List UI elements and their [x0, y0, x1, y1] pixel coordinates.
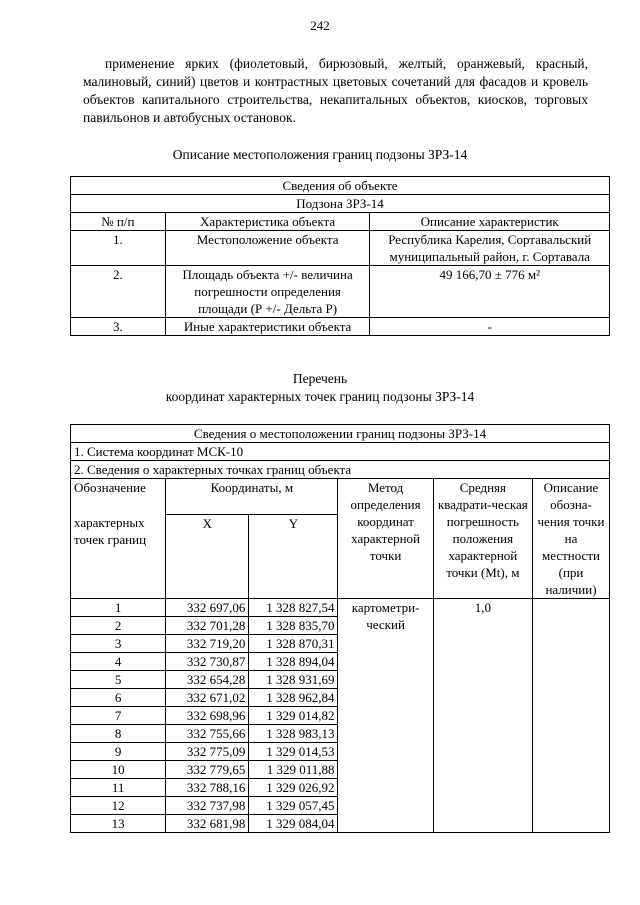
point-number: 3 — [71, 635, 166, 653]
row-num: 2. — [71, 266, 166, 318]
row-desc: 49 166,70 ± 776 м² — [370, 266, 610, 318]
table1-header-desc: Описание характеристик — [370, 213, 610, 231]
point-y: 1 329 011,88 — [249, 761, 338, 779]
point-y: 1 329 014,82 — [249, 707, 338, 725]
point-number: 2 — [71, 617, 166, 635]
header-x: X — [166, 514, 249, 599]
point-number: 7 — [71, 707, 166, 725]
table1-caption: Описание местоположения границ подзоны ЗРЗ-14 — [172, 147, 468, 162]
table-row — [71, 266, 610, 318]
intro-paragraph: применение ярких (фиолетовый, бирюзовый, желтый, оранжевый, красный, малиновый, синий) цветов и контрастных цветовых сочетаний для фасадов и кровель объектов капитального строительства, некапитальных объектов, киосков, торговых павильонов и автобусных остановок. — [83, 56, 588, 125]
point-y: 1 328 835,70 — [249, 617, 338, 635]
point-x: 332 654,28 — [166, 671, 249, 689]
point-number: 4 — [71, 653, 166, 671]
point-x: 332 737,98 — [166, 797, 249, 815]
point-x: 332 775,09 — [166, 743, 249, 761]
page-number: 242 — [310, 18, 330, 33]
point-x: 332 788,16 — [166, 779, 249, 797]
point-y: 1 329 084,04 — [249, 815, 338, 833]
table2-caption-line2: координат характерных точек границ подзоны ЗРЗ-14 — [165, 389, 475, 404]
point-y: 1 328 931,69 — [249, 671, 338, 689]
point-number: 1 — [71, 599, 166, 617]
point-y: 1 328 827,54 — [249, 599, 338, 617]
point-number: 6 — [71, 689, 166, 707]
table-row — [71, 599, 610, 617]
point-number: 13 — [71, 815, 166, 833]
row-char: Иные характеристики объекта — [165, 318, 370, 336]
point-x: 332 755,66 — [166, 725, 249, 743]
point-x: 332 730,87 — [166, 653, 249, 671]
point-x: 332 698,96 — [166, 707, 249, 725]
header-designation-cont: характерных точек границ — [71, 514, 166, 599]
point-y: 1 329 057,45 — [249, 797, 338, 815]
point-number: 8 — [71, 725, 166, 743]
header-y: Y — [249, 514, 338, 599]
point-x: 332 701,28 — [166, 617, 249, 635]
header-description: Описание обозна-чения точки на местности (при наличии) — [532, 479, 609, 599]
point-x: 332 671,02 — [166, 689, 249, 707]
header-coordinates: Координаты, м — [166, 479, 338, 515]
point-number: 5 — [71, 671, 166, 689]
point-x: 332 681,98 — [166, 815, 249, 833]
table1-title: Сведения об объекте — [71, 177, 610, 195]
table2-section2: 2. Сведения о характерных точках границ объекта — [71, 461, 610, 479]
header-error: Средняя квадрати-ческая погрешность положения характерной точки (Mt), м — [433, 479, 532, 599]
point-y: 1 328 870,31 — [249, 635, 338, 653]
point-number: 12 — [71, 797, 166, 815]
method-cell: картометри-ческий — [338, 599, 433, 833]
table2-caption — [0, 370, 640, 406]
point-x: 332 719,20 — [166, 635, 249, 653]
row-num: 3. — [71, 318, 166, 336]
point-y: 1 328 983,13 — [249, 725, 338, 743]
point-y: 1 328 962,84 — [249, 689, 338, 707]
row-char: Местоположение объекта — [165, 231, 370, 266]
table2-caption-line1: Перечень — [292, 371, 348, 386]
row-desc: Республика Карелия, Сортавальский муниципальный район, г. Сортавала — [370, 231, 610, 266]
table1-subtitle: Подзона ЗРЗ-14 — [71, 195, 610, 213]
point-y: 1 328 894,04 — [249, 653, 338, 671]
table2-section1: 1. Система координат МСК-10 — [71, 443, 610, 461]
header-method: Метод определения координат характерной точки — [338, 479, 433, 599]
point-y: 1 329 026,92 — [249, 779, 338, 797]
coordinates-table — [70, 424, 610, 833]
table2-title: Сведения о местоположении границ подзоны ЗРЗ-14 — [71, 425, 610, 443]
point-number: 10 — [71, 761, 166, 779]
description-cell — [532, 599, 609, 833]
object-info-table — [70, 176, 610, 336]
point-number: 11 — [71, 779, 166, 797]
row-char: Площадь объекта +/- величина погрешности определения площади (Р +/- Дельта Р) — [165, 266, 370, 318]
row-num: 1. — [71, 231, 166, 266]
point-number: 9 — [71, 743, 166, 761]
table-row — [71, 318, 610, 336]
row-desc: - — [370, 318, 610, 336]
point-x: 332 697,06 — [166, 599, 249, 617]
table1-header-num: № п/п — [71, 213, 166, 231]
point-x: 332 779,65 — [166, 761, 249, 779]
header-designation: Обозначение — [71, 479, 166, 515]
error-cell: 1,0 — [433, 599, 532, 833]
table1-header-char: Характеристика объекта — [165, 213, 370, 231]
point-y: 1 329 014,53 — [249, 743, 338, 761]
table-row — [71, 231, 610, 266]
